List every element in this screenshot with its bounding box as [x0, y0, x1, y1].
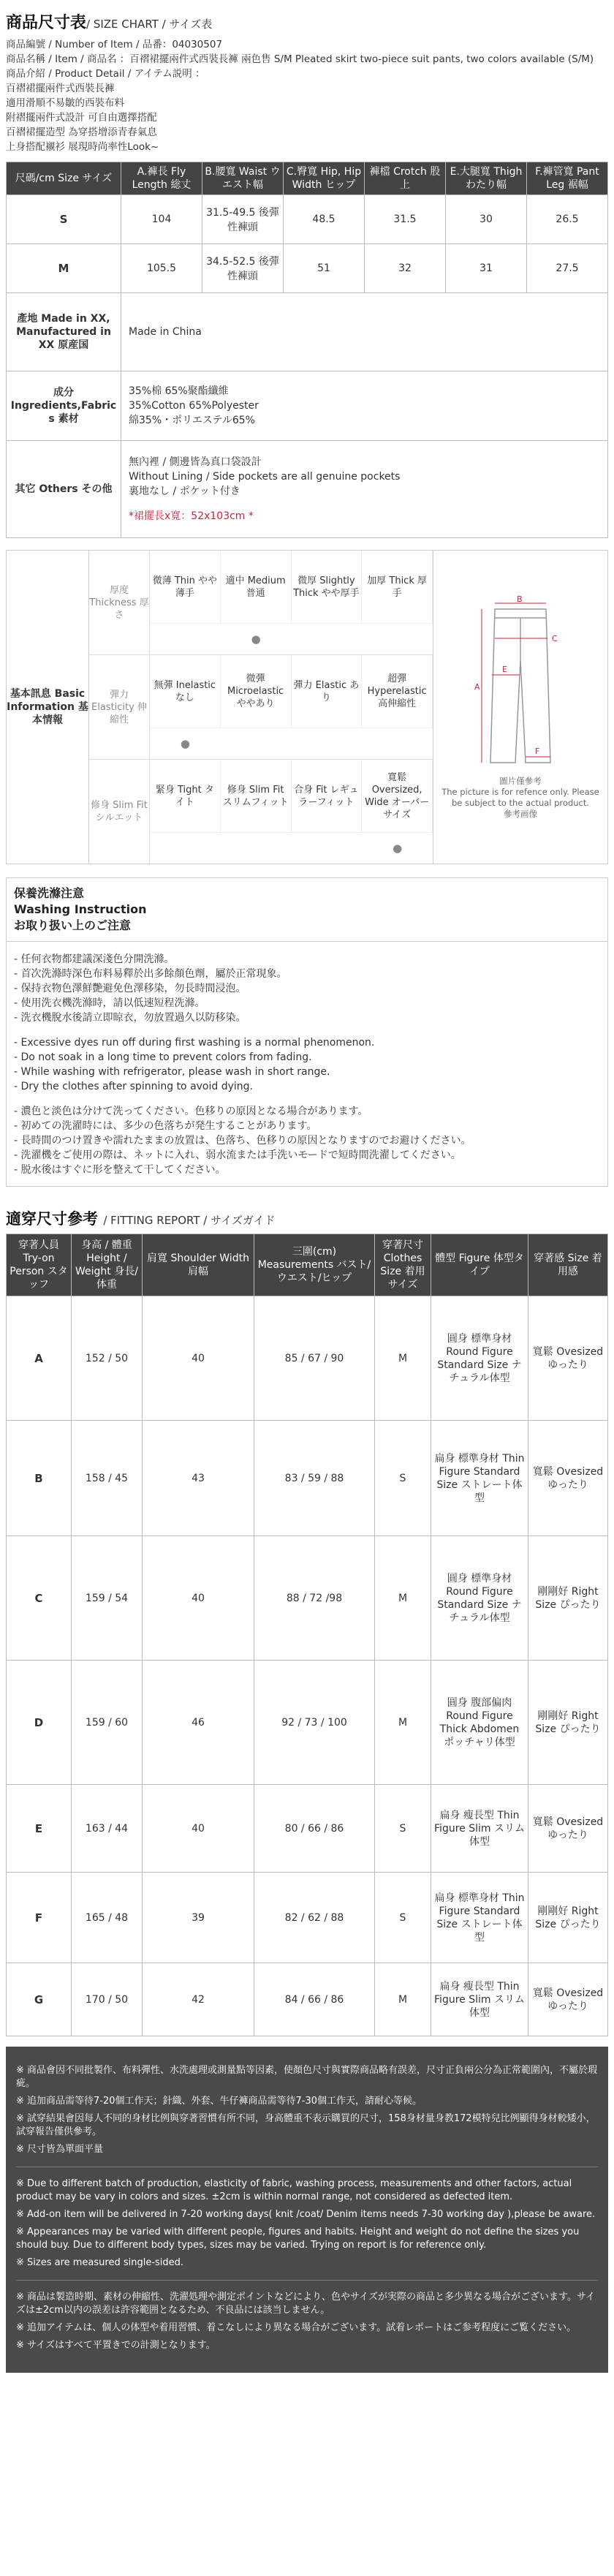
size-header-cell: 尺碼/cm Size サイズ [7, 162, 121, 195]
table-row [7, 195, 608, 244]
image-note-line: 參考画像 [504, 809, 537, 819]
fit-cell: 寬鬆 Ovesized ゆったり [528, 1421, 608, 1536]
intro-line: 附褶擺兩件式設計 可自由選擇搭配 [6, 112, 157, 124]
fit-cell: 寬鬆 Ovesized ゆったり [528, 1963, 608, 2036]
image-note [436, 776, 604, 820]
option-slot [292, 833, 363, 864]
option-label: 微彈 Microelastic ややあり [221, 655, 292, 728]
fit-header-cell: 穿著感 Size 着用感 [528, 1234, 608, 1296]
disclaimer-line: ※ サイズはすべて平置きでの計測となります。 [16, 2340, 216, 2351]
disclaimer-zh [16, 2054, 598, 2167]
fit-cell: S [375, 1421, 431, 1536]
fit-cell: 163 / 44 [72, 1785, 143, 1873]
fit-cell: 42 [143, 1963, 254, 2036]
product-intro [6, 37, 608, 154]
other-value [121, 441, 608, 538]
page-title [6, 10, 608, 33]
size-cell: 31.5-49.5 後彈性褲頭 [202, 195, 284, 244]
disclaimer-line: ※ Due to different batch of production, elasticity of fabric, washing process, measurements and other factors, actual product may be vary in colors and sizes. ±2cm is within normal range, not considered as defected item. [16, 2178, 572, 2202]
option-slot [362, 728, 433, 759]
intro-line: 上身搭配襯衫 展現時尚率性Look~ [6, 141, 159, 153]
fit-cell: 170 / 50 [72, 1963, 143, 2036]
image-note-line: 圖片僅參考 [499, 776, 542, 786]
elasticity-row [89, 655, 433, 760]
info-row-other [7, 441, 608, 538]
size-cell: S [7, 195, 121, 244]
row-label: 彈力 Elasticity 伸縮性 [89, 655, 150, 759]
fit-header-cell: 肩寬 Shoulder Width 肩幅 [143, 1234, 254, 1296]
intro-line: 百褶裙擺兩件式西裝長褲 [6, 83, 115, 94]
other-line: 無內裡 / 側邊皆為真口袋設計 [129, 456, 262, 468]
fit-cell: 152 / 50 [72, 1296, 143, 1421]
size-cell: 104 [121, 195, 202, 244]
fit-cell: 84 / 66 / 86 [254, 1963, 375, 2036]
washing-instruction [6, 877, 608, 1187]
diagram-label: E [502, 665, 507, 674]
size-cell: 51 [284, 244, 365, 293]
size-header-cell: A.褲長 Fly Length 総丈 [121, 162, 202, 195]
wash-line: - Excessive dyes run off during first washing is a normal phenomenon. [14, 1037, 375, 1049]
size-header-cell: E.大腿寬 Thigh わたり幅 [446, 162, 527, 195]
fit-header-cell: 身高 / 體重 Height / Weight 身長/体重 [72, 1234, 143, 1296]
option-slot [150, 624, 221, 654]
size-cell: 26.5 [527, 195, 608, 244]
fit-header-row [7, 1234, 608, 1296]
fit-cell: 46 [143, 1661, 254, 1785]
size-cell: 31.5 [365, 195, 446, 244]
title-main: 商品尺寸表 [6, 14, 87, 32]
basic-info-grid [89, 551, 433, 864]
fit-cell: M [375, 1661, 431, 1785]
wash-line: - 初めての洗濯時には、多少の色落ちが発生することがあります。 [14, 1120, 317, 1132]
fit-row [89, 760, 433, 864]
disclaimer-line: ※ Add-on item will be delivered in 7-20 working days( knit /coat/ Denim items needs 7-30 working day ),please be aware. [16, 2209, 596, 2220]
disclaimer-line: ※ 追加アイテムは、個人の体型や着用習慣、着こなしにより異なる場合がございます。試着レポートはご参考程度にご覧ください。 [16, 2322, 577, 2333]
diagram-label: F [535, 747, 540, 756]
disclaimer-line: ※ 尺寸皆為單面平量 [16, 2144, 104, 2155]
option-label: 適中 Medium 普通 [221, 551, 292, 623]
disclaimer-ja [16, 2281, 598, 2362]
option-label: 彈力 Elastic あり [292, 655, 363, 728]
fit-cell: 圓身 標準身材 Round Figure Standard Size ナチュラル体型 [431, 1536, 528, 1661]
thickness-row [89, 551, 433, 655]
washing-title-zh: 保養洗滌注意 [14, 886, 85, 900]
fit-cell: S [375, 1873, 431, 1963]
fit-cell: 159 / 54 [72, 1536, 143, 1661]
selected-dot-icon: ● [393, 842, 403, 855]
fit-cell: 43 [143, 1421, 254, 1536]
intro-line: 商品名稱 / Item / 商品名 ：百褶裙擺兩件式西裝長褲 兩色售 S/M Pleated skirt two-piece suit pants, two colors available (S/M) [6, 53, 594, 65]
size-header-cell: B.腰寬 Waist ウエスト幅 [202, 162, 284, 195]
fit-cell: 扁身 瘦長型 Thin Figure Slim スリム体型 [431, 1785, 528, 1873]
wash-line: - 首次洗滌時深色布料易釋於出多餘顏色劑，屬於正常現象。 [14, 968, 287, 980]
fit-cell: B [7, 1421, 72, 1536]
fit-cell: E [7, 1785, 72, 1873]
size-cell: M [7, 244, 121, 293]
washing-zh [14, 952, 600, 1025]
option-label: 修身 Slim Fit スリムフィット [221, 760, 292, 832]
fit-cell: S [375, 1785, 431, 1873]
table-row [7, 244, 608, 293]
table-row [7, 1785, 608, 1873]
option-label: 加厚 Thick 厚手 [362, 551, 433, 623]
fit-cell: 寬鬆 Ovesized ゆったり [528, 1785, 608, 1873]
size-cell: 48.5 [284, 195, 365, 244]
basic-info-panel [6, 550, 608, 864]
fit-cell: A [7, 1296, 72, 1421]
size-header-cell: C.臀寬 Hip, Hip Width ヒップ [284, 162, 365, 195]
image-note-line: The picture is for refence only. Please be subject to the actual product. [441, 787, 599, 808]
pants-diagram-icon [458, 594, 583, 770]
info-row-fabric [7, 371, 608, 441]
fit-cell: 扁身 標準身材 Thin Figure Standard Size ストレート体型 [431, 1421, 528, 1536]
fit-cell: 扁身 標準身材 Thin Figure Standard Size ストレート体型 [431, 1873, 528, 1963]
fit-header-cell: 體型 Figure 体型タイプ [431, 1234, 528, 1296]
diagram-label: B [517, 594, 523, 604]
option-slot [362, 624, 433, 654]
fit-cell: 剛剛好 Right Size ぴったり [528, 1661, 608, 1785]
wash-line: - 洗衣機脫水後請立即晾衣，勿放置過久以防移染。 [14, 1012, 246, 1024]
option-label: 合身 Fit レギュラーフィット [292, 760, 363, 832]
washing-title-ja: お取り扱い上のご注意 [14, 918, 132, 932]
wash-line: - Do not soak in a long time to prevent colors from fading. [14, 1051, 312, 1063]
fit-cell: 158 / 45 [72, 1421, 143, 1536]
table-row [7, 1421, 608, 1536]
option-slot [221, 728, 292, 759]
option-label: 微厚 Slightly Thick やや厚手 [292, 551, 363, 623]
fit-cell: 80 / 66 / 86 [254, 1785, 375, 1873]
fabric-label: 成分 Ingredients,Fabrics 素材 [7, 371, 121, 441]
wash-line: - 濃色と淡色は分けて洗ってください。色移りの原因となる場合があります。 [14, 1106, 368, 1117]
size-cell: 31 [446, 244, 527, 293]
option-slot [292, 728, 363, 759]
other-line: Without Lining / Side pockets are all genuine pockets [129, 471, 401, 483]
disclaimer-line: ※ 商品は製造時期、素材の伸縮性、洗濯処理や測定ポイントなどにより、色やサイズが実際の商品と多少異なる場合がございます。サイズは±2cm以内の誤差は許容範囲となるため、不良品には該当しません。 [16, 2292, 596, 2316]
fabric-line: 綿35%・ポリエステル65% [129, 415, 255, 426]
fit-header-cell: 三圍(cm) Measurements バスト/ウエスト/ヒップ [254, 1234, 375, 1296]
fit-cell: C [7, 1536, 72, 1661]
product-info-table [6, 292, 608, 538]
fabric-line: 35%棉 65%聚酯纖維 [129, 385, 229, 397]
washing-ja [14, 1104, 600, 1177]
table-row [7, 1661, 608, 1785]
fit-cell: 159 / 60 [72, 1661, 143, 1785]
table-row [7, 1536, 608, 1661]
option-label: 無彈 Inelastic なし [150, 655, 221, 728]
washing-title [7, 878, 607, 942]
disclaimer-line: ※ 試穿結果會因每人不同的身材比例與穿著習慣有所不同，身高體重不表示購買的尺寸，158身材量身教172模特兒比例顯得身材較矮小，試穿報告僅供參考。 [16, 2113, 596, 2137]
skirt-size-note: *裙擺長x寬：52x103cm * [129, 510, 254, 522]
fit-cell: 圓身 標準身材 Round Figure Standard Size ナチュラル体型 [431, 1296, 528, 1421]
intro-line: 百褶裙擺造型 為穿搭增添青春氣息 [6, 126, 157, 138]
wash-line: - 洗濯機をご使用の際は、ネットに入れ、弱水流または手洗いモードで短時間洗濯してください。 [14, 1149, 461, 1161]
fit-cell: 剛剛好 Right Size ぴったり [528, 1873, 608, 1963]
diagram-label: A [474, 682, 480, 692]
other-line: 裏地なし / ポケット付き [129, 486, 240, 497]
size-cell: 27.5 [527, 244, 608, 293]
size-cell: 105.5 [121, 244, 202, 293]
intro-line: 商品編號 / Number of Item / 品番：04030507 [6, 39, 223, 50]
info-row-origin [7, 293, 608, 371]
size-header-cell: F.褲管寬 Pant Leg 裾幅 [527, 162, 608, 195]
fit-cell: 寬鬆 Ovesized ゆったり [528, 1296, 608, 1421]
size-header-cell: 褲檔 Crotch 股上 [365, 162, 446, 195]
size-header-row [7, 162, 608, 195]
option-label: 寬鬆 Oversized, Wide オーバーサイズ [362, 760, 433, 832]
fit-cell: 83 / 59 / 88 [254, 1421, 375, 1536]
fit-cell: 39 [143, 1873, 254, 1963]
fitting-title-sub: / FITTING REPORT / サイズガイド [103, 1214, 276, 1227]
intro-line: 商品介紹 / Product Detail / アイテム説明 ： [6, 68, 205, 80]
wash-line: - 脱水後はすぐに形を整えて干してください。 [14, 1164, 226, 1176]
option-label: 緊身 Tight タイト [150, 760, 221, 832]
fit-cell: G [7, 1963, 72, 2036]
option-slot [221, 833, 292, 864]
fit-cell: 85 / 67 / 90 [254, 1296, 375, 1421]
fit-cell: 88 / 72 /98 [254, 1536, 375, 1661]
row-label: 厚度 Thickness 厚さ [89, 551, 150, 654]
disclaimer-line: ※ 追加商品需等待7-20個工作天；針織、外套、牛仔褲商品需等待7-30個工作天，請耐心等候。 [16, 2096, 422, 2107]
fit-cell: 165 / 48 [72, 1873, 143, 1963]
size-cell: 30 [446, 195, 527, 244]
fit-cell: 92 / 73 / 100 [254, 1661, 375, 1785]
title-sub: / SIZE CHART / サイズ表 [86, 18, 213, 31]
option-slot [150, 833, 221, 864]
intro-line: 適用滑順不易皺的西裝布料 [6, 97, 124, 109]
fit-header-cell: 穿著人員 Try-on Person スタッフ [7, 1234, 72, 1296]
fabric-value [121, 371, 608, 441]
size-cell: 32 [365, 244, 446, 293]
wash-line: - 保持衣物色澤鮮艷避免色澤移染，勿長時間浸泡。 [14, 983, 246, 994]
fit-cell: M [375, 1963, 431, 2036]
table-row [7, 1873, 608, 1963]
disclaimer-line: ※ Appearances may be varied with different people, figures and habits. Height and weight do not define the sizes you should buy. Due to different body types, sizes may be varied. Trying on report is for reference only. [16, 2226, 580, 2251]
pants-diagram-area [433, 551, 607, 864]
wash-line: - Dry the clothes after spinning to avoid dying. [14, 1081, 253, 1092]
table-row [7, 1963, 608, 2036]
wash-line: - 任何衣物都建議深淺色分開洗滌。 [14, 953, 175, 965]
fit-cell: M [375, 1296, 431, 1421]
size-cell: 34.5-52.5 後彈性褲頭 [202, 244, 284, 293]
fit-cell: 剛剛好 Right Size ぴったり [528, 1536, 608, 1661]
diagram-label: C [552, 634, 558, 643]
washing-en [14, 1035, 600, 1094]
wash-line: - 長時間のつけ置きや濡れたままの放置は、色落ち、色移りの原因となりますのでお避けください。 [14, 1135, 471, 1147]
fit-cell: 40 [143, 1536, 254, 1661]
washing-title-en: Washing Instruction [14, 902, 147, 916]
disclaimer-line: ※ Sizes are measured single-sided. [16, 2257, 184, 2268]
fit-cell: 40 [143, 1296, 254, 1421]
selected-dot-icon: ● [180, 737, 190, 751]
option-label: 微薄 Thin やや薄手 [150, 551, 221, 623]
fit-cell: D [7, 1661, 72, 1785]
fit-cell: 40 [143, 1785, 254, 1873]
size-chart-table [6, 162, 608, 293]
fitting-report-table [6, 1234, 608, 2036]
fit-header-cell: 穿著尺寸 Clothes Size 着用サイズ [375, 1234, 431, 1296]
fitting-title [6, 1207, 608, 1229]
disclaimer-line: ※ 商品會因不同批製作、布料彈性、水洗處理或測量點等因素，使顏色尺寸與實際商品略有誤差，尺寸正負兩公分為正常範圍內，不屬於瑕疵。 [16, 2065, 598, 2089]
wash-line: - While washing with refrigerator, please wash in short range. [14, 1066, 330, 1078]
row-label: 修身 Slim Fit シルエット [89, 760, 150, 864]
basic-info-label: 基本訊息 Basic Information 基本情報 [7, 551, 89, 864]
fitting-title-main: 適穿尺寸參考 [6, 1210, 98, 1228]
disclaimer-en [16, 2167, 598, 2281]
fit-cell: M [375, 1536, 431, 1661]
fit-cell: 82 / 62 / 88 [254, 1873, 375, 1963]
fit-cell: F [7, 1873, 72, 1963]
other-label: 其它 Others その他 [7, 441, 121, 538]
fit-cell: 圓身 腹部偏肉 Round Figure Thick Abdomen ポッチャリ体型 [431, 1661, 528, 1785]
selected-dot-icon: ● [251, 632, 261, 646]
disclaimer-panel [6, 2047, 608, 2373]
fabric-line: 35%Cotton 65%Polyester [129, 400, 259, 412]
fit-cell: 扁身 瘦長型 Thin Figure Slim スリム体型 [431, 1963, 528, 2036]
table-row [7, 1296, 608, 1421]
origin-value: Made in China [121, 293, 608, 371]
option-label: 超彈 Hyperelastic 高伸縮性 [362, 655, 433, 728]
option-slot [292, 624, 363, 654]
origin-label: 產地 Made in XX, Manufactured in XX 原産国 [7, 293, 121, 371]
wash-line: - 使用洗衣機洗滌時，請以低速短程洗滌。 [14, 997, 205, 1009]
